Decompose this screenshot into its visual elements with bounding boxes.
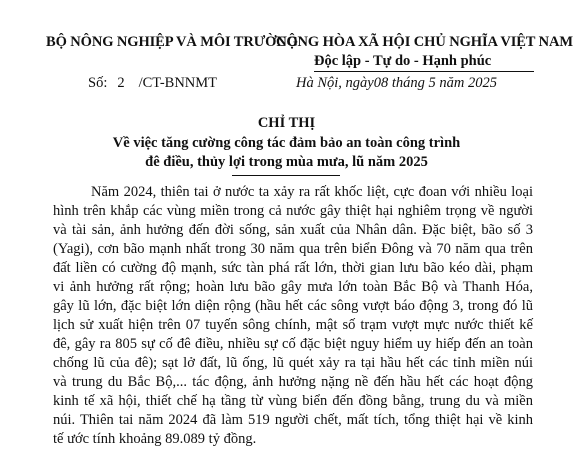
body-line: núi. Thiên tai năm 2024 đã làm 519 người chết, mất tích, tổng thiệt hại về kinh <box>53 412 533 428</box>
motto-underline <box>314 71 534 72</box>
nation-title: CỘNG HÒA XÃ HỘI CHỦ NGHĨA VIỆT NAM <box>276 34 573 50</box>
body-line: (Yagi), cơn bão mạnh nhất trong 30 năm qua trên biển Đông và 70 năm qua trên <box>53 241 533 257</box>
subject-line-1: Về việc tăng cường công tác đảm bảo an toàn công trình <box>112 135 461 151</box>
document-number-value: 2 <box>117 75 125 91</box>
document-number-suffix: /CT-BNNMT <box>138 75 218 91</box>
document-subject <box>0 134 573 172</box>
issuing-organization: BỘ NÔNG NGHIỆP VÀ MÔI TRƯỜNG <box>46 34 298 50</box>
body-line: tế ước tính khoảng 89.089 tỷ đồng. <box>53 431 257 447</box>
body-line: lịch sử xuất hiện trên 07 tuyến sông chính, mật số trạm vượt mực nước thiết kế <box>53 317 533 333</box>
document-type: CHỈ THỊ <box>257 115 316 131</box>
subject-line-2: đê điều, thủy lợi trong mùa mưa, lũ năm 2025 <box>145 154 428 170</box>
place-and-date: Hà Nội, ngày08 tháng 5 năm 2025 <box>296 75 497 91</box>
body-line: chống lũ của đê); sạt lở đất, lũ ống, lũ quét xảy ra tại hầu hết các tỉnh miền núi <box>53 355 533 371</box>
body-line: và tài sản, ảnh hưởng đến đời sống, sản xuất của Nhân dân. Đặc biệt, bão số 3 <box>53 222 533 238</box>
body-line: kinh tế xã hội, thiết chế hạ tầng từ vùng biển đến đồng bằng, trung du và miền <box>53 393 533 409</box>
subject-underline <box>232 175 340 176</box>
body-line: đê, gây ra 805 sự cố đê điều, nhiều sự cố đặc biệt nguy hiểm uy hiếp đến an toàn <box>53 336 533 352</box>
document-number-label: Số: <box>88 75 108 91</box>
body-line: đất liền có cường độ mạnh, sức tàn phá rất lớn, thời gian lưu bão kéo dài, phạm <box>53 260 533 276</box>
body-line: hình trên khắp các vùng miền trong cả nước gây thiệt hại nghiêm trọng về người <box>53 203 533 219</box>
body-line: gây lũ lớn, đặc biệt lớn diện rộng (hầu hết các sông vượt báo động 3, trong đó lũ <box>53 298 533 314</box>
body-line: và trung du Bắc Bộ,... tác động, ảnh hưởng nặng nề đến hầu hết các hoạt động <box>53 374 533 390</box>
body-line: vi ảnh hưởng rất rộng; hoàn lưu bão gây mưa lớn toàn Bắc Bộ và Thanh Hóa, <box>53 279 533 295</box>
body-line: Năm 2024, thiên tai ở nước ta xảy ra rất khốc liệt, cực đoan với nhiều loại <box>91 184 533 200</box>
body-paragraph <box>53 183 533 449</box>
document-number <box>88 75 217 92</box>
national-motto: Độc lập - Tự do - Hạnh phúc <box>314 53 492 69</box>
